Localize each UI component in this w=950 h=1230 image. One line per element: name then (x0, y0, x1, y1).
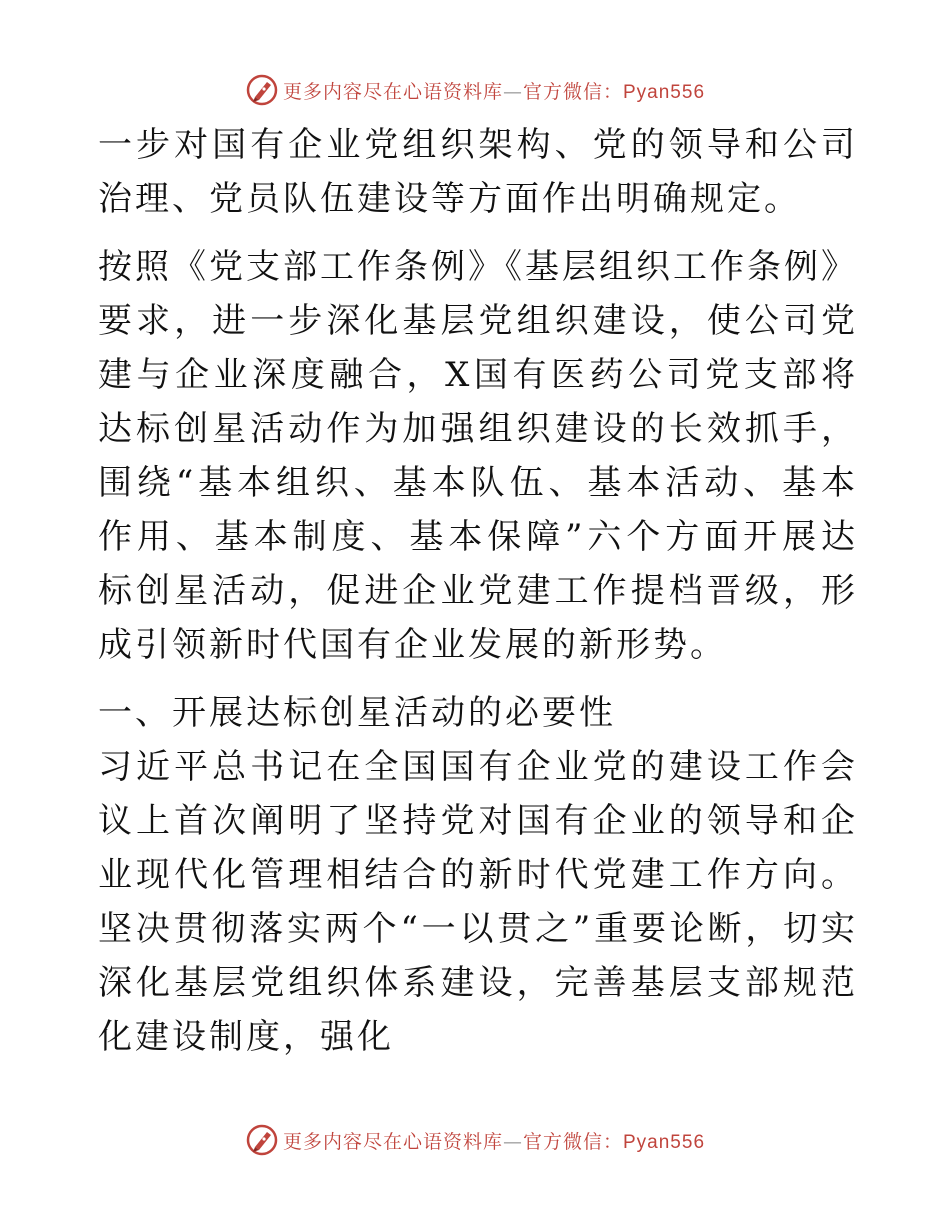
paragraph: 习近平总书记在全国国有企业党的建设工作会议上首次阐明了坚持党对国有企业的领导和企业现代化管理相结合的新时代党建工作方向。坚决贯彻落实两个“一以贯之”重要论断，切实深化基层党组织体系建设，完善基层支部规范化建设制度，强化 (98, 747, 858, 1057)
paragraph: 按照《党支部工作条例》《基层组织工作条例》要求，进一步深化基层党组织建设，使公司党建与企业深度融合，X国有医药公司党支部将达标创星活动作为加强组织建设的长效抓手，围绕“基本组织、基本队伍、基本活动、基本作用、基本制度、基本保障”六个方面开展达标创星活动，促进企业党建工作提档晋级，形成引领新时代国有企业发展的新形势。 (98, 247, 858, 665)
pen-nib-seal-icon (245, 73, 279, 107)
header-watermark (0, 70, 950, 110)
pen-nib-seal-icon (245, 1123, 279, 1157)
document-body (98, 118, 858, 1064)
watermark-separator: — (503, 1130, 523, 1153)
watermark-site-text: 更多内容尽在心语资料库 (282, 1130, 503, 1153)
watermark-contact-text: 官方微信：Pyan556 (523, 81, 706, 103)
watermark-contact-text: 官方微信：Pyan556 (523, 1131, 706, 1153)
watermark-separator: — (503, 80, 523, 103)
footer-watermark (0, 1120, 950, 1160)
section-heading: 一、开展达标创星活动的必要性 (98, 693, 616, 733)
paragraph: 一步对国有企业党组织架构、党的领导和公司治理、党员队伍建设等方面作出明确规定。 (98, 125, 858, 219)
watermark-site-text: 更多内容尽在心语资料库 (282, 80, 503, 103)
